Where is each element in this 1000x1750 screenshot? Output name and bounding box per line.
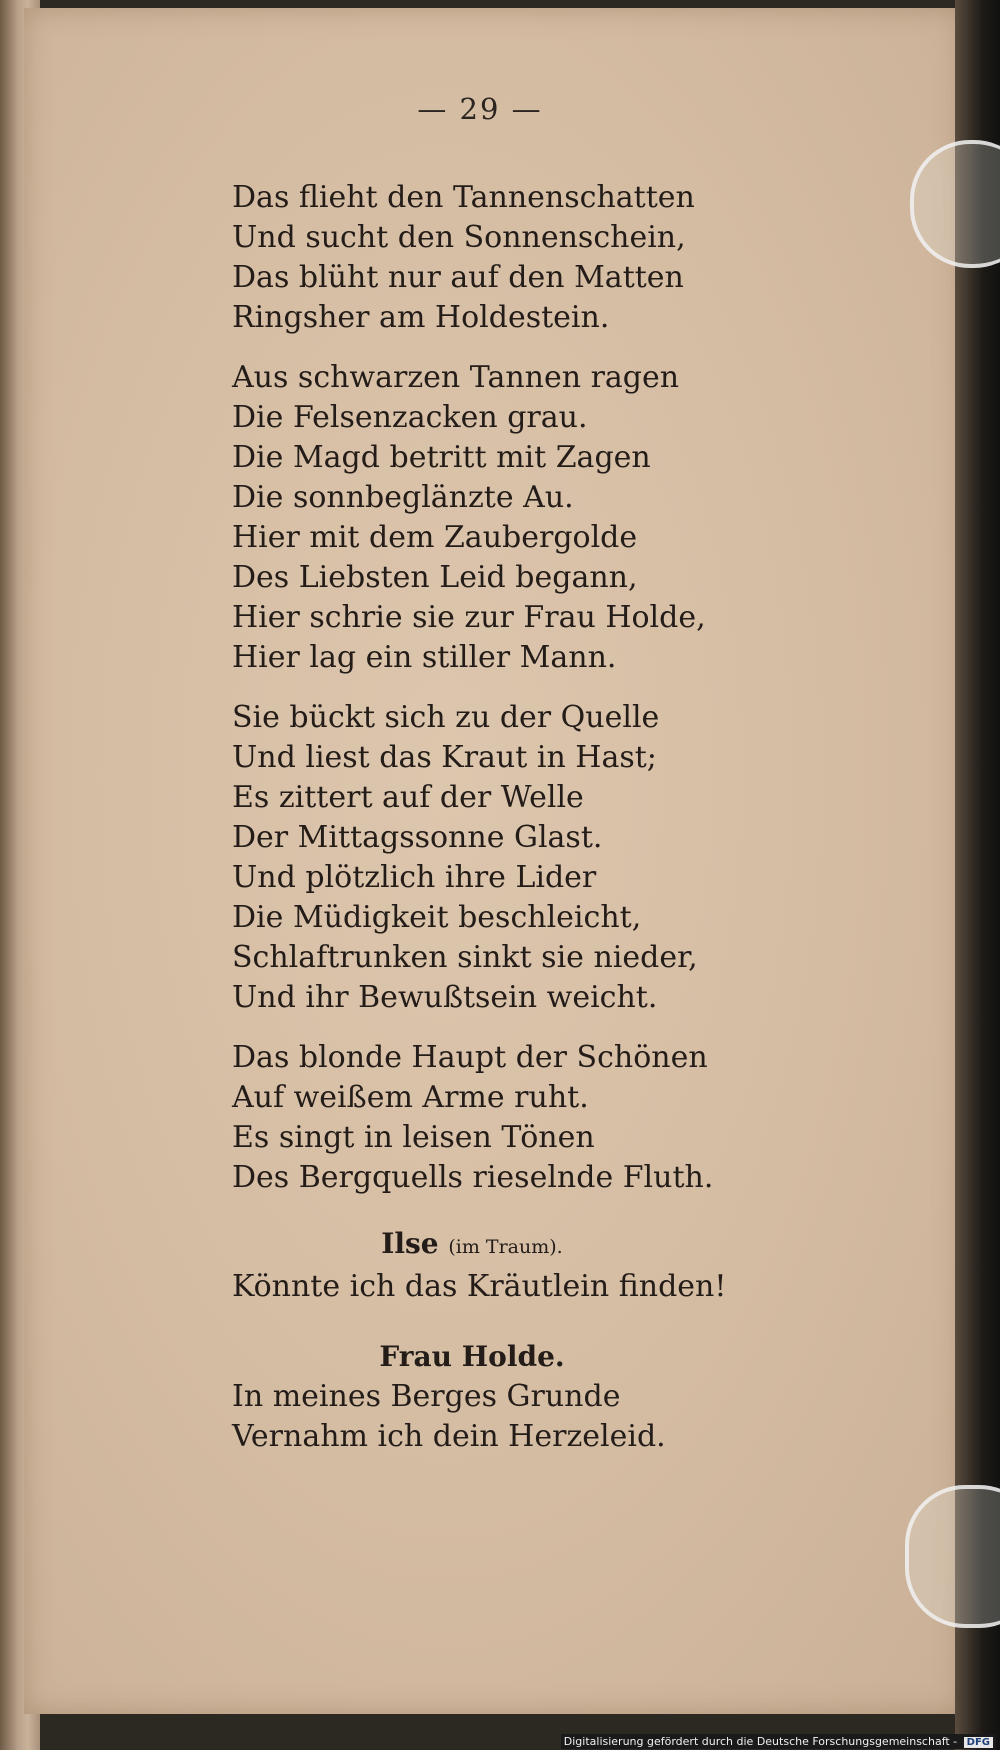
verse-line: Es singt in leisen Tönen: [232, 1120, 595, 1155]
verse-line: In meines Berges Grunde: [232, 1379, 621, 1414]
stage-direction: (im Traum).: [448, 1236, 563, 1258]
verse-line: Die sonnbeglänzte Au.: [232, 480, 574, 515]
verse-line: Und plötzlich ihre Lider: [232, 860, 597, 895]
verse-line: Es zittert auf der Welle: [232, 780, 584, 815]
speaker-heading-ilse: [232, 1224, 712, 1267]
verse-line: Die Müdigkeit beschleicht,: [232, 900, 642, 935]
speaker-name: Ilse: [381, 1227, 439, 1260]
stanza-4: [232, 1038, 792, 1198]
verse-line: Hier schrie sie zur Frau Holde,: [232, 600, 706, 635]
verse-line: Die Felsenzacken grau.: [232, 400, 588, 435]
verse-line: Und liest das Kraut in Hast;: [232, 740, 657, 775]
verse-line: Aus schwarzen Tannen ragen: [232, 360, 680, 395]
credit-text: Digitalisierung gefördert durch die Deutsche Forschungsgemeinschaft -: [563, 1735, 958, 1748]
stanza-2: [232, 358, 792, 678]
verse-line: Vernahm ich dein Herzeleid.: [232, 1419, 666, 1454]
verse-line: Ringsher am Holdestein.: [232, 300, 610, 335]
verse-line: Sie bückt sich zu der Quelle: [232, 700, 660, 735]
verse-line: Das flieht den Tannenschatten: [232, 180, 695, 215]
stanza-1: [232, 178, 792, 338]
verse-line: Des Bergquells rieselnde Fluth.: [232, 1160, 714, 1195]
verse-line: Die Magd betritt mit Zagen: [232, 440, 651, 475]
page-number: — 29 —: [417, 92, 543, 126]
dfg-logo: DFG: [964, 1737, 993, 1748]
poem-text: [232, 178, 792, 1457]
verse-line: Hier mit dem Zaubergolde: [232, 520, 638, 555]
verse-line: Auf weißem Arme ruht.: [232, 1080, 589, 1115]
verse-line: Hier lag ein stiller Mann.: [232, 640, 617, 675]
verse-line: Schlaftrunken sinkt sie nieder,: [232, 940, 698, 975]
verse-line: Des Liebsten Leid begann,: [232, 560, 638, 595]
verse-line: Und ihr Bewußtsein weicht.: [232, 980, 658, 1015]
page-clip-bottom: [905, 1485, 1000, 1628]
verse-line: Das blüht nur auf den Matten: [232, 260, 684, 295]
verse-line: Und sucht den Sonnenschein,: [232, 220, 686, 255]
speaker-name: Frau Holde.: [379, 1340, 565, 1373]
digitization-credit: [561, 1734, 996, 1749]
stanza-3: [232, 698, 792, 1018]
speaker-heading-frau-holde: [232, 1337, 712, 1377]
verse-line: Der Mittagssonne Glast.: [232, 820, 603, 855]
verse-line: Könnte ich das Kräutlein finden!: [232, 1269, 727, 1304]
verse-line: Das blonde Haupt der Schönen: [232, 1040, 708, 1075]
